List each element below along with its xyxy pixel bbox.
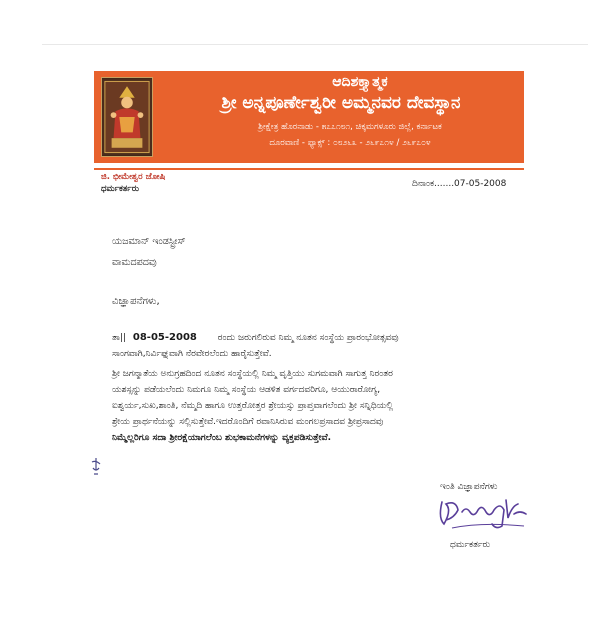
temple-phone: ದೂರವಾಣಿ - ಫ್ಯಾಕ್ಸ್ : ೦೮೨೬೩ - ೨೬೯೭೧೪ / ೨೬೯೭೦೪ [269, 138, 431, 148]
body-line-2: ಸಾಂಗವಾಗಿ,ನಿರ್ವಿಘ್ನವಾಗಿ ನೆರವೇರಲೆಂದು ಹಾರೈಸುತ್ತೇವೆ. [112, 349, 272, 359]
temple-name: ಶ್ರೀ ಅನ್ನಪೂರ್ಣೇಶ್ವರೀ ಅಮ್ಮನವರ ದೇವಸ್ಥಾನ [221, 93, 461, 113]
goddess-icon [102, 78, 152, 156]
temple-address: ಶ್ರೀಕ್ಷೇತ್ರ ಹೊರನಾಡು - ೫೭೭೧೮೧, ಚಿಕ್ಕಮಗಳೂರು ಜಿಲ್ಲೆ, ಕರ್ನಾಟಕ [258, 122, 442, 132]
body-line-4: ಯಶಸ್ಸನ್ನು ಪಡೆಯಲೆಂದು ನಿಮಗೂ ನಿಮ್ಮ ಸಂಸ್ಥೆಯ ಆಡಳಿತ ವರ್ಗದವರಿಗೂ, ಆಯುರಾರೋಗ್ಯ, [112, 385, 381, 395]
sheet-edge [42, 44, 588, 45]
greeting: ವಿಜ್ಞಾಪನೆಗಳು, [112, 296, 160, 307]
signatory-role: ಧರ್ಮಕರ್ತರು [450, 540, 491, 550]
header-rule [94, 168, 524, 170]
margin-mark-icon [88, 456, 104, 476]
body-line-1-text: ರಂದು ಜರುಗಲಿರುವ ನಿಮ್ಮ ನೂತನ ಸಂಸ್ಥೆಯ ಪ್ರಾರಂಭೋತ್ಸವವು [217, 333, 399, 343]
body-line-1-prefix: ತಾ|| [112, 333, 127, 343]
signature-icon [432, 488, 532, 534]
body-line-3: ಶ್ರೀ ಜಗನ್ಮಾತೆಯ ಅನುಗ್ರಹದಿಂದ ನೂತನ ಸಂಸ್ಥೆಯಲ್ಲಿ ನಿಮ್ಮ ವೃತ್ತಿಯು ಸುಗಮವಾಗಿ ಸಾಗುತ್ತ ನಿರಂತರ [112, 369, 393, 379]
body-line-5: ಐಶ್ವರ್ಯ,ಸುಖ,ಶಾಂತಿ, ನೆಮ್ಮದಿ ಹಾಗೂ ಉತ್ತರೋತ್ತರ ಶ್ರೇಯಸ್ಸು ಪ್ರಾಪ್ತವಾಗಲೆಂದು ಶ್ರೀ ಸನ್ನಿಧಿಯಲ್ಲಿ [112, 401, 394, 411]
letter-date: ದಿನಾಂಕ.......07-05-2008 [412, 179, 507, 189]
deity-image [101, 77, 153, 157]
body-line-1 [112, 332, 524, 343]
closing-text: ಇಂತಿ ವಿಜ್ಞಾಪನೆಗಳು [440, 482, 498, 492]
body-line-6: ಶ್ರೇಯ ಪ್ರಾರ್ಥನೆಯನ್ನು ಸಲ್ಲಿಸುತ್ತೇವೆ.ಇದರೊಂದಿಗೆ ರವಾನಿಸಿರುವ ಮಂಗಲಪ್ರಸಾದವ ಶ್ರೀಪ್ರಸಾದವು [112, 417, 384, 427]
event-date: 08-05-2008 [132, 332, 197, 343]
letterhead-line-1: ಆದಿಶಕ್ತ್ಯಾತ್ಮಕ [332, 74, 388, 90]
sender-title: ಧರ್ಮಕರ್ತರು [101, 184, 139, 194]
sender-name: ಜಿ. ಭೀಮೇಶ್ವರ ಜೋಷಿ [101, 172, 166, 182]
recipient-name: ಯಜಮಾನ್ ಇಂಡಸ್ಟ್ರೀಸ್ [112, 236, 186, 247]
body-line-7: ನಿಮ್ಮೆಲ್ಲರಿಗೂ ಸದಾ ಶ್ರೀರಕ್ಷೆಯಾಗಲೆಂಬ ಶುಭಕಾಮನೆಗಳನ್ನು ವ್ಯಕ್ತಪಡಿಸುತ್ತೇವೆ. [112, 433, 332, 443]
recipient-place: ವಾಮದಪದವು [112, 257, 157, 268]
